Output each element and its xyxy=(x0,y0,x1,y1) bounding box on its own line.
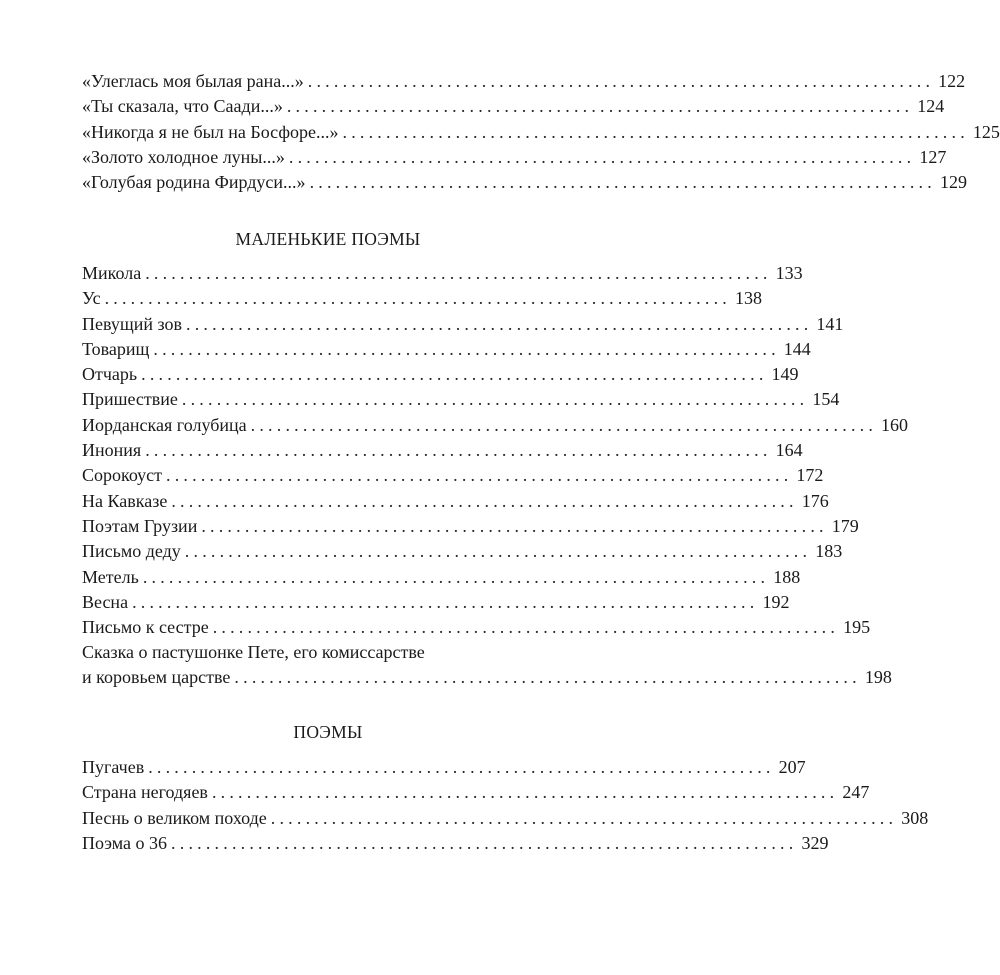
dot-leader: ........................................................................ xyxy=(342,121,969,142)
dot-leader: ........................................................................ xyxy=(171,490,798,511)
dot-leader: ........................................................................ xyxy=(148,757,775,777)
toc-entry-page: 141 xyxy=(816,313,844,334)
toc-entry xyxy=(82,755,806,780)
toc-entry-page: 144 xyxy=(783,338,811,359)
toc-entry-title: Поэма о 36 xyxy=(82,832,168,853)
toc-entry-page: 195 xyxy=(843,617,871,638)
toc-entry xyxy=(82,565,801,590)
toc-entry-page: 164 xyxy=(775,440,803,461)
dot-leader: ........................................................................ xyxy=(171,832,798,853)
toc-entry-page: 138 xyxy=(734,288,762,309)
toc-entry-title: Страна негодяев xyxy=(82,782,208,803)
dot-leader: ........................................................................ xyxy=(104,288,731,309)
dot-leader: ........................................................................ xyxy=(166,465,793,486)
toc-entry-page: 188 xyxy=(773,566,801,587)
toc-entry xyxy=(82,261,803,286)
toc-entry-page: 247 xyxy=(842,782,870,803)
dot-leader: ........................................................................ xyxy=(145,440,772,461)
toc-entry-title: Весна xyxy=(82,591,129,612)
dot-leader: ........................................................................ xyxy=(186,313,813,334)
toc-entry xyxy=(82,337,811,362)
dot-leader: ........................................................................ xyxy=(181,389,809,410)
toc-entry-title: Пугачев xyxy=(82,757,145,777)
toc-entry xyxy=(82,312,844,337)
toc-entry xyxy=(82,514,859,539)
toc-entry-page: 154 xyxy=(812,389,840,410)
toc-entry-page: 329 xyxy=(801,832,829,853)
toc-entry-title: Песнь о великом походе xyxy=(82,807,267,828)
toc-entry-title: «Ты сказала, что Саади...» xyxy=(82,96,283,117)
toc-entry xyxy=(82,145,947,170)
toc-entry xyxy=(82,831,829,856)
toc-entry-title: Товарищ xyxy=(82,338,150,359)
toc-entry-page: 124 xyxy=(917,96,945,117)
toc-entry-title: Отчарь xyxy=(82,364,138,385)
toc-entry-title: «Голубая родина Фирдуси...» xyxy=(82,172,306,193)
section-heading: ПОЭМЫ xyxy=(293,722,363,742)
dot-leader: ........................................................................ xyxy=(286,96,914,117)
dot-leader: ........................................................................ xyxy=(145,263,772,283)
toc-entry xyxy=(82,413,909,438)
dot-leader: ........................................................................ xyxy=(250,414,878,435)
toc-entry xyxy=(82,463,824,488)
toc-entry xyxy=(82,94,945,119)
toc-entry xyxy=(82,438,803,463)
toc-entry-page: 125 xyxy=(972,121,1000,142)
toc-entry-title: «Никогда я не был на Босфоре...» xyxy=(82,121,339,142)
toc-entry-page: 207 xyxy=(778,757,806,777)
toc-entry-page: 198 xyxy=(864,667,892,688)
toc-entry xyxy=(82,539,843,564)
toc-entry-title-line2: и коровьем царстве xyxy=(82,667,231,688)
toc-entry xyxy=(82,615,871,640)
toc-entry-title: Певущий зов xyxy=(82,313,183,334)
toc-entry xyxy=(82,69,966,94)
toc-entry xyxy=(82,489,829,514)
toc-entry-title: Иорданская голубица xyxy=(82,414,247,435)
dot-leader: ........................................................................ xyxy=(141,364,768,385)
toc-entry-title: На Кавказе xyxy=(82,490,168,511)
toc-section-continued xyxy=(82,69,1000,195)
toc-entry xyxy=(82,170,967,195)
dot-leader: ........................................................................ xyxy=(234,667,861,688)
toc-entry xyxy=(82,120,1000,145)
section-heading: МАЛЕНЬКИЕ ПОЭМЫ xyxy=(235,229,421,249)
toc-entry-title: Пришествие xyxy=(82,389,178,410)
toc-entry xyxy=(82,780,870,805)
dot-leader: ........................................................................ xyxy=(211,782,839,803)
toc-entry xyxy=(82,362,799,387)
toc-entry-page: 127 xyxy=(919,146,947,167)
dot-leader: ........................................................................ xyxy=(270,807,898,828)
toc-entry-line2 xyxy=(82,665,892,690)
toc-entry-title: Сорокоуст xyxy=(82,465,163,486)
toc-entry-page: 308 xyxy=(901,807,929,828)
toc-entry-page: 160 xyxy=(881,414,909,435)
dot-leader: ........................................................................ xyxy=(309,172,936,193)
toc-entry xyxy=(82,286,762,311)
dot-leader: ........................................................................ xyxy=(212,617,840,638)
toc-entry-page: 122 xyxy=(938,71,966,91)
dot-leader: ........................................................................ xyxy=(142,566,770,587)
toc-entry-title: «Улеглась моя былая рана...» xyxy=(82,71,304,91)
toc-entry-title: Инония xyxy=(82,440,142,461)
toc-entry-title: Письмо к сестре xyxy=(82,617,209,638)
toc-entry xyxy=(82,387,840,412)
toc-entry-title: Письмо деду xyxy=(82,541,181,562)
toc-entry xyxy=(82,590,790,615)
toc-entry-title-line1: Сказка о пастушонке Пете, его комиссарстве xyxy=(82,642,425,663)
toc-section-small-poems xyxy=(82,261,909,690)
toc-entry-page: 172 xyxy=(796,465,824,486)
dot-leader: ........................................................................ xyxy=(153,338,780,359)
dot-leader: ........................................................................ xyxy=(307,71,935,91)
toc-entry-title: Ус xyxy=(82,288,101,309)
toc-entry-title: Метель xyxy=(82,566,139,587)
toc-entry xyxy=(82,806,929,831)
toc-entry-page: 192 xyxy=(762,591,790,612)
toc-entry-page: 133 xyxy=(775,263,803,283)
toc-entry-title: «Золото холодное луны...» xyxy=(82,146,285,167)
dot-leader: ........................................................................ xyxy=(132,591,759,612)
toc-entry-page: 179 xyxy=(831,515,859,536)
toc-entry-page: 183 xyxy=(815,541,843,562)
toc-entry-page: 129 xyxy=(939,172,967,193)
toc-entry-title: Микола xyxy=(82,263,142,283)
toc-section-poems xyxy=(82,755,929,856)
dot-leader: ........................................................................ xyxy=(201,515,828,536)
toc-entry-page: 149 xyxy=(771,364,799,385)
dot-leader: ........................................................................ xyxy=(184,541,812,562)
toc-entry-multiline xyxy=(82,640,892,690)
toc-entry-page: 176 xyxy=(801,490,829,511)
dot-leader: ........................................................................ xyxy=(288,146,916,167)
toc-entry-title: Поэтам Грузии xyxy=(82,515,198,536)
